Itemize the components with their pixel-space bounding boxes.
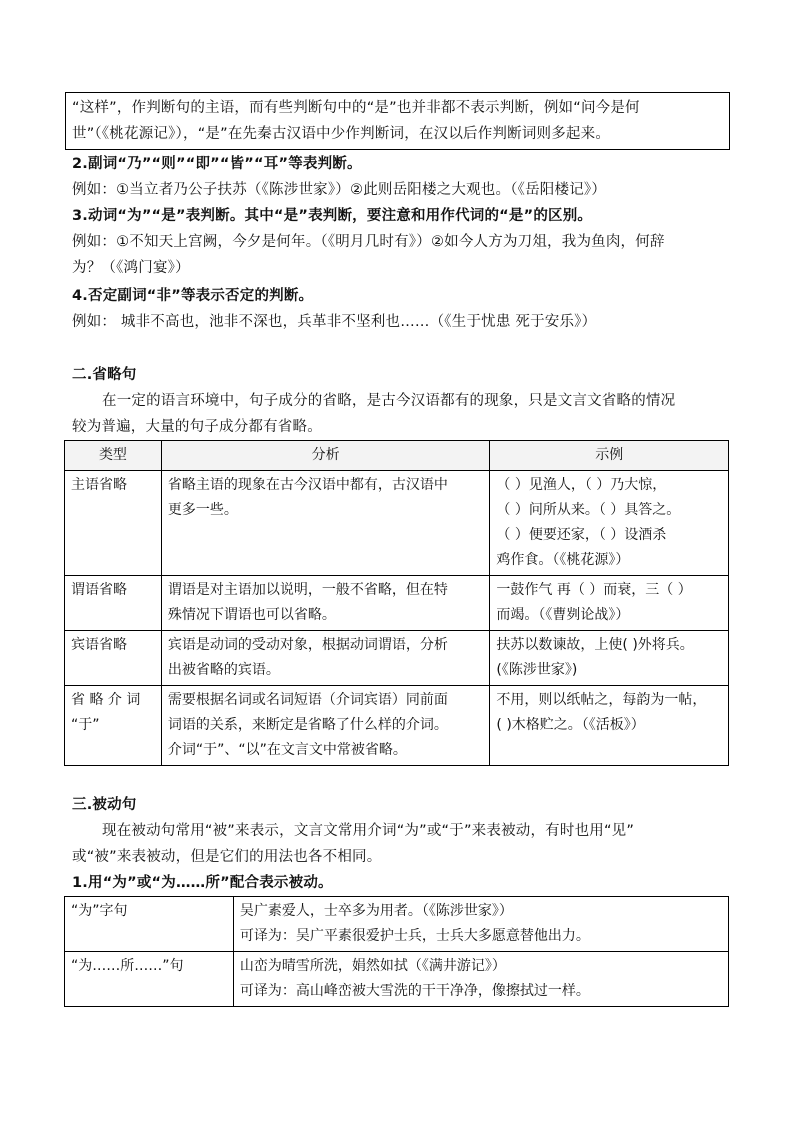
example-line: 不用，则以纸帖之，每韵为一帖， bbox=[496, 692, 707, 708]
table-header-row bbox=[65, 441, 729, 471]
row-analysis bbox=[161, 631, 490, 686]
type-line: 省 略 介 词 bbox=[71, 692, 141, 708]
item-3-example-line-1: 例如：①不知天上宫阙，今夕是何年。（《明月几时有》）②如今人方为刀俎，我为鱼肉，何辞 bbox=[72, 234, 665, 250]
note-line-1: “这样”，作判断句的主语，而有些判断句中的“是”也并非都不表示判断，例如“问今是何 bbox=[72, 100, 640, 116]
table-row bbox=[65, 471, 729, 576]
row-type: “为……所……”句 bbox=[65, 952, 234, 1007]
section-3-subheading: 1.用“为”或“为……所”配合表示被动。 bbox=[72, 875, 333, 891]
item-4-heading: 4.否定副词“非”等表示否定的判断。 bbox=[72, 288, 314, 304]
row-example bbox=[233, 897, 728, 952]
note-line-2: 世”（《桃花源记》），“是”在先秦古汉语中少作判断词，在汉以后作判断词则多起来。 bbox=[72, 126, 611, 142]
section-3-title: 三.被动句 bbox=[72, 797, 137, 813]
header-analysis: 分析 bbox=[161, 441, 490, 471]
table-row bbox=[65, 952, 729, 1007]
row-example bbox=[490, 471, 729, 576]
example-line: 而竭。（《曹刿论战》） bbox=[496, 607, 630, 623]
translation-line: 可译为：吴广平素很爱护士兵，士兵大多愿意替他出力。 bbox=[239, 928, 590, 944]
row-type bbox=[65, 686, 162, 766]
row-example bbox=[490, 576, 729, 631]
analysis-line: 宾语是动词的受动对象，根据动词谓语，分析 bbox=[167, 637, 448, 653]
example-line: 山峦为晴雪所洗，娟然如拭（《满井游记》） bbox=[239, 958, 506, 974]
example-line: 扶苏以数谏故，上使( )外将兵。 bbox=[496, 637, 694, 653]
example-line: ( )木格贮之。（《活板》） bbox=[496, 717, 645, 733]
section-3-intro-line-2: 或“被”来表被动，但是它们的用法也各不相同。 bbox=[72, 849, 382, 865]
header-type: 类型 bbox=[65, 441, 162, 471]
example-line: 鸡作食。（《桃花源》） bbox=[496, 552, 630, 568]
example-line: 一鼓作气 再（ ）而衰，三（ ） bbox=[496, 582, 692, 598]
analysis-line: 出被省略的宾语。 bbox=[167, 662, 280, 678]
example-line: (《陈涉世家》) bbox=[496, 662, 578, 678]
analysis-line: 省略主语的现象在古今汉语中都有，古汉语中 bbox=[167, 477, 448, 493]
example-line: （ ）见渔人，（ ）乃大惊， bbox=[496, 477, 667, 493]
analysis-line: 更多一些。 bbox=[167, 502, 238, 518]
item-4-example: 例如： 城非不高也，池非不深也，兵革非不坚利也……（《生于忧患 死于安乐》） bbox=[72, 314, 597, 330]
item-3-heading: 3.动词“为”“是”表判断。其中“是”表判断，要注意和用作代词的“是”的区别。 bbox=[72, 208, 593, 224]
item-2-example: 例如：①当立者乃公子扶苏（《陈涉世家》）②此则岳阳楼之大观也。（《岳阳楼记》） bbox=[72, 182, 607, 198]
item-2-heading: 2.副词“乃”“则”“即”“皆”“耳”等表判断。 bbox=[72, 156, 362, 172]
table-row bbox=[65, 897, 729, 952]
table-row bbox=[65, 686, 729, 766]
section-3-intro-line-1: 现在被动句常用“被”来表示，文言文常用介词“为”或“于”来表被动，有时也用“见” bbox=[102, 823, 635, 839]
section-2-intro-line-2: 较为普遍，大量的句子成分都有省略。 bbox=[72, 419, 322, 435]
row-analysis bbox=[161, 471, 490, 576]
example-line: 吴广素爱人，士卒多为用者。（《陈涉世家》） bbox=[239, 903, 513, 919]
translation-line: 可译为：高山峰峦被大雪洗的干干净净，像擦拭过一样。 bbox=[239, 983, 590, 999]
example-line: （ ）问所从来。（ ）具答之。 bbox=[496, 502, 681, 518]
row-example bbox=[233, 952, 728, 1007]
passive-table bbox=[64, 896, 729, 1007]
analysis-line: 词语的关系，来断定是省略了什么样的介词。 bbox=[167, 717, 448, 733]
section-2-title: 二.省略句 bbox=[72, 367, 137, 383]
table-row bbox=[65, 631, 729, 686]
row-example bbox=[490, 631, 729, 686]
analysis-line: 谓语是对主语加以说明，一般不省略，但在特 bbox=[167, 582, 448, 598]
row-analysis bbox=[161, 576, 490, 631]
analysis-line: 殊情况下谓语也可以省略。 bbox=[167, 607, 336, 623]
analysis-line: 介词“于”、“以”在文言文中常被省略。 bbox=[167, 742, 407, 758]
row-type: “为”字句 bbox=[65, 897, 234, 952]
header-example: 示例 bbox=[490, 441, 729, 471]
section-2-intro-line-1: 在一定的语言环境中，句子成分的省略，是古今汉语都有的现象，只是文言文省略的情况 bbox=[102, 393, 676, 409]
row-type: 主语省略 bbox=[65, 471, 162, 576]
row-analysis bbox=[161, 686, 490, 766]
omission-table bbox=[64, 440, 729, 766]
table-row bbox=[65, 576, 729, 631]
row-type: 谓语省略 bbox=[65, 576, 162, 631]
row-example bbox=[490, 686, 729, 766]
example-line: （ ）便要还家，（ ）设酒杀 bbox=[496, 527, 667, 543]
type-line: “于” bbox=[71, 717, 100, 733]
row-type: 宾语省略 bbox=[65, 631, 162, 686]
item-3-example-line-2: 为？（《鸿门宴》） bbox=[72, 260, 190, 276]
analysis-line: 需要根据名词或名词短语（介词宾语）同前面 bbox=[167, 692, 448, 708]
